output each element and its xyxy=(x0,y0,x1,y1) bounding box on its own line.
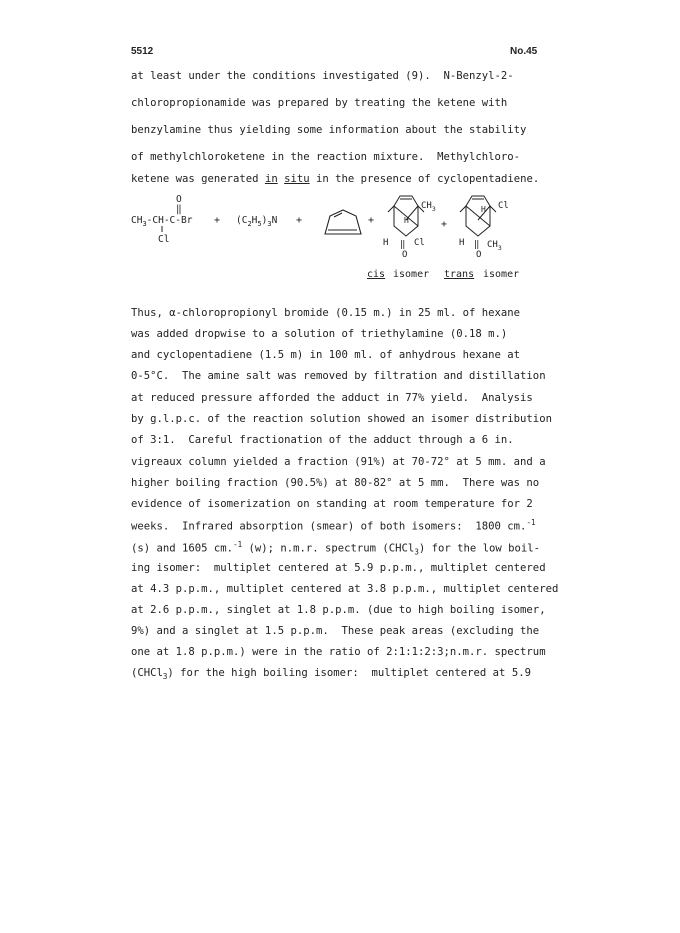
text-line: at reduced pressure afforded the adduct in 77% yield. Analysis xyxy=(131,392,533,404)
text-line: vigreaux column yielded a fraction (91%) at 70-72° at 5 mm. and a xyxy=(131,456,546,468)
text-line: Thus, α-chloropropionyl bromide (0.15 m.) in 25 ml. of hexane xyxy=(131,307,521,319)
text-line: 9%) and a singlet at 1.5 p.p.m. These peak areas (excluding the xyxy=(131,625,540,637)
text-line xyxy=(131,518,535,533)
text-span: ) for the high boiling isomer: multiplet centered at 5.9 xyxy=(167,667,531,679)
emphasis-in: in xyxy=(264,173,278,185)
text-line: by g.l.p.c. of the reaction solution showed an isomer distribution xyxy=(131,413,552,425)
bridge-top xyxy=(466,196,490,206)
cis-h-inner: H xyxy=(404,216,409,225)
text-line: at 2.6 p.p.m., singlet at 1.8 p.p.m. (due to high boiling isomer, xyxy=(131,604,546,616)
superscript: -1 xyxy=(526,518,536,527)
cis-double-bond: ‖ xyxy=(400,240,406,250)
text-line: of methylchloroketene in the reaction mixture. Methylchloro- xyxy=(131,151,521,163)
cyclopentadiene-structure xyxy=(325,210,361,234)
text-span: in the presence of cyclopentadiene. xyxy=(309,173,540,185)
trans-h-left: H xyxy=(459,238,465,248)
bridge-top xyxy=(394,196,418,206)
isomer-word: isomer xyxy=(483,269,520,280)
text-line: and cyclopentadiene (1.5 m) in 100 ml. of anhydrous hexane at xyxy=(131,349,521,361)
isomer-word: isomer xyxy=(393,269,430,280)
reactant-acyl-bromide xyxy=(131,194,193,245)
text-line: at least under the conditions investigated (9). N-Benzyl-2- xyxy=(131,70,514,82)
arrow-plus: + xyxy=(368,215,375,226)
trans-double-bond: ‖ xyxy=(474,240,480,250)
text-line: higher boiling fraction (90.5%) at 80-82° at 5 mm. There was no xyxy=(131,477,540,489)
formula-ch3: $CH_3-CH-C-Br$ xyxy=(131,215,193,228)
text-line: of 3:1. Careful fractionation of the adduct through a 6 in. xyxy=(131,434,514,446)
text-span: (s) and 1605 cm. xyxy=(131,542,234,555)
text-span: ketene was generated xyxy=(131,173,265,185)
emphasis-situ: situ xyxy=(284,173,310,185)
text-line: 0-5°C. The amine salt was removed by filtration and distillation xyxy=(131,370,546,382)
trans-cl-label: Cl xyxy=(498,201,509,211)
text-line: evidence of isomerization on standing at room temperature for 2 xyxy=(131,498,533,510)
subscript: 3 xyxy=(162,672,168,682)
superscript: -1 xyxy=(233,540,243,549)
cis-cl-label: Cl xyxy=(414,238,425,248)
text-line xyxy=(131,667,531,681)
carbonyl-double-bond: ‖ xyxy=(176,204,182,215)
trans-h-inner: H xyxy=(481,205,486,214)
cis-label: cis xyxy=(367,269,386,280)
bridge-bond xyxy=(466,206,490,226)
text-line xyxy=(131,173,539,185)
text-line: was added dropwise to a solution of triethylamine (0.18 m.) xyxy=(131,328,508,340)
text-span: ) for the low boil- xyxy=(418,542,541,555)
trans-oxygen: O xyxy=(476,250,482,260)
cis-h-left: H xyxy=(383,238,389,248)
reaction-scheme xyxy=(0,190,680,290)
text-line: ing isomer: multiplet centered at 5.9 p.p.m., multiplet centered xyxy=(131,562,546,574)
subscript: 3 xyxy=(414,547,419,557)
trans-product-structure xyxy=(460,196,496,236)
trans-ch3-label: $CH_3$ xyxy=(487,240,502,252)
page-number: 5512 xyxy=(131,46,154,57)
text-span: (w); n.m.r. spectrum (CHCl xyxy=(242,542,415,555)
text-line: chloropropionamide was prepared by treating the ketene with xyxy=(131,97,508,109)
text-line xyxy=(131,540,540,557)
text-span: weeks. Infrared absorption (smear) of both isomers: 1800 cm. xyxy=(131,520,527,533)
text-line: at 4.3 p.p.m., multiplet centered at 3.8 p.p.m., multiplet centered xyxy=(131,583,559,595)
carbonyl-oxygen: O xyxy=(176,194,182,205)
plus-sign: + xyxy=(296,215,303,226)
journal-issue: No.45 xyxy=(510,46,538,57)
plus-sign: + xyxy=(441,219,448,230)
chlorine-substituent: Cl xyxy=(158,234,170,245)
text-span: (CHCl xyxy=(131,667,163,679)
cis-ch3-label: $CH_3$ xyxy=(421,201,436,213)
text-line: benzylamine thus yielding some information about the stability xyxy=(131,124,527,136)
cis-product-labels xyxy=(383,201,436,260)
trans-label: trans xyxy=(444,269,475,280)
ring-outline xyxy=(460,206,496,236)
text-line: one at 1.8 p.p.m.) were in the ratio of 2:1:1:2:3;n.m.r. spectrum xyxy=(131,646,546,658)
cis-oxygen: O xyxy=(402,250,408,260)
triethylamine-formula: $(C_2H_5)_3N$ xyxy=(236,215,278,228)
plus-sign: + xyxy=(214,215,221,226)
